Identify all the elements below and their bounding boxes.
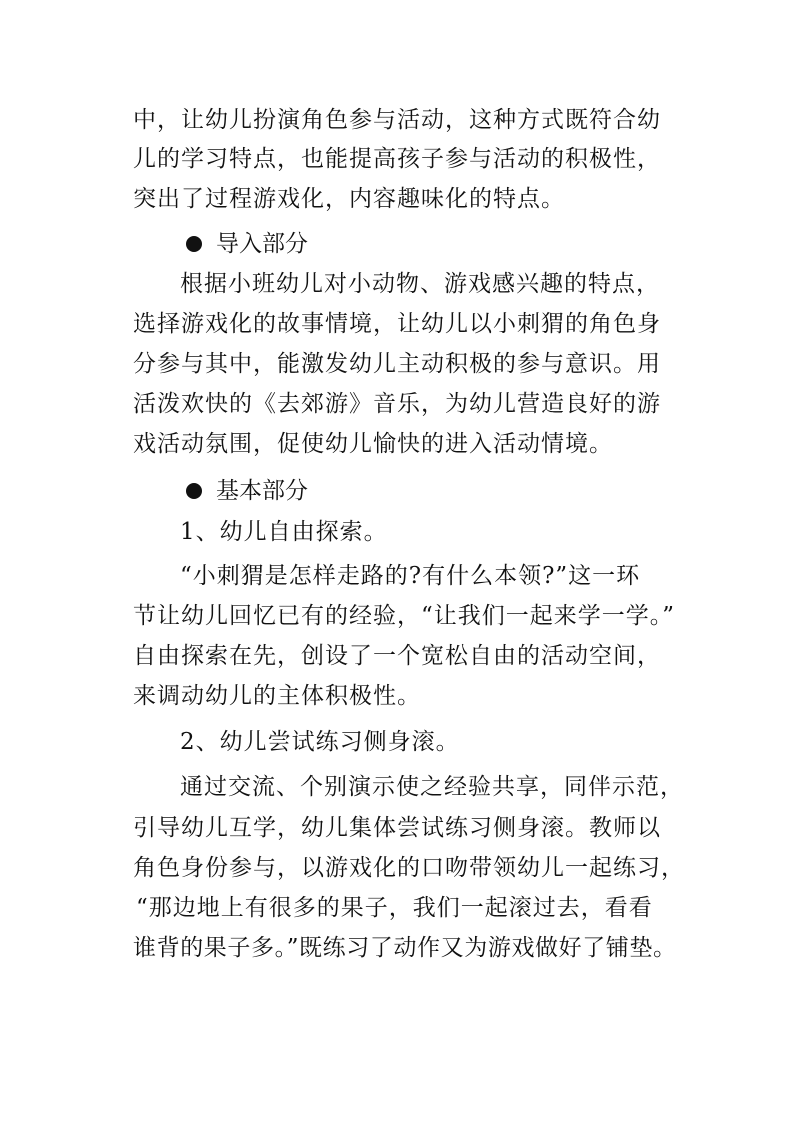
- paragraph-line: 引导幼儿互学，幼儿集体尝试练习侧身滚。教师以: [133, 815, 661, 841]
- paragraph-line: 根据小班幼儿对小动物、游戏感兴趣的特点，: [180, 271, 660, 297]
- section-heading-label: 基本部分: [216, 478, 308, 504]
- section-heading-intro: [186, 226, 308, 262]
- paragraph-line: 通过交流、个别演示使之经验共享，同伴示范，: [180, 774, 684, 800]
- bullet-icon: [186, 483, 202, 499]
- section-heading-main: [186, 473, 308, 509]
- numbered-item: 2、幼儿尝试练习侧身滚。: [180, 729, 460, 755]
- paragraph-line: 突出了过程游戏化，内容趣味化的特点。: [133, 186, 565, 212]
- bullet-icon: [186, 236, 202, 252]
- paragraph-line: 选择游戏化的故事情境，让幼儿以小刺猬的角色身: [133, 311, 661, 337]
- paragraph-line: 自由探索在先，创设了一个宽松自由的活动空间，: [133, 643, 661, 669]
- paragraph-line: 活泼欢快的《去郊游》音乐，为幼儿营造良好的游: [133, 391, 661, 417]
- paragraph-line: “那边地上有很多的果子，我们一起滚过去，看看: [136, 895, 653, 921]
- paragraph-line: 节让幼儿回忆已有的经验，“让我们一起来学一学。”: [133, 603, 676, 629]
- paragraph-line: 戏活动氛围，促使幼儿愉快的进入活动情境。: [133, 431, 613, 457]
- numbered-item: 1、幼儿自由探索。: [180, 519, 388, 545]
- paragraph-line: 谁背的果子多。”既练习了动作又为游戏做好了铺垫。: [133, 935, 677, 961]
- paragraph-line: 中，让幼儿扮演角色参与活动，这种方式既符合幼: [133, 107, 661, 133]
- paragraph-line: “小刺猬是怎样走路的?有什么本领?”这一环: [180, 563, 641, 589]
- paragraph-line: 角色身份参与，以游戏化的口吻带领幼儿一起练习，: [133, 855, 685, 881]
- paragraph-line: 来调动幼儿的主体积极性。: [133, 683, 421, 709]
- paragraph-line: 儿的学习特点，也能提高孩子参与活动的积极性，: [133, 146, 661, 172]
- section-heading-label: 导入部分: [216, 231, 308, 257]
- paragraph-line: 分参与其中，能激发幼儿主动积极的参与意识。用: [133, 351, 661, 377]
